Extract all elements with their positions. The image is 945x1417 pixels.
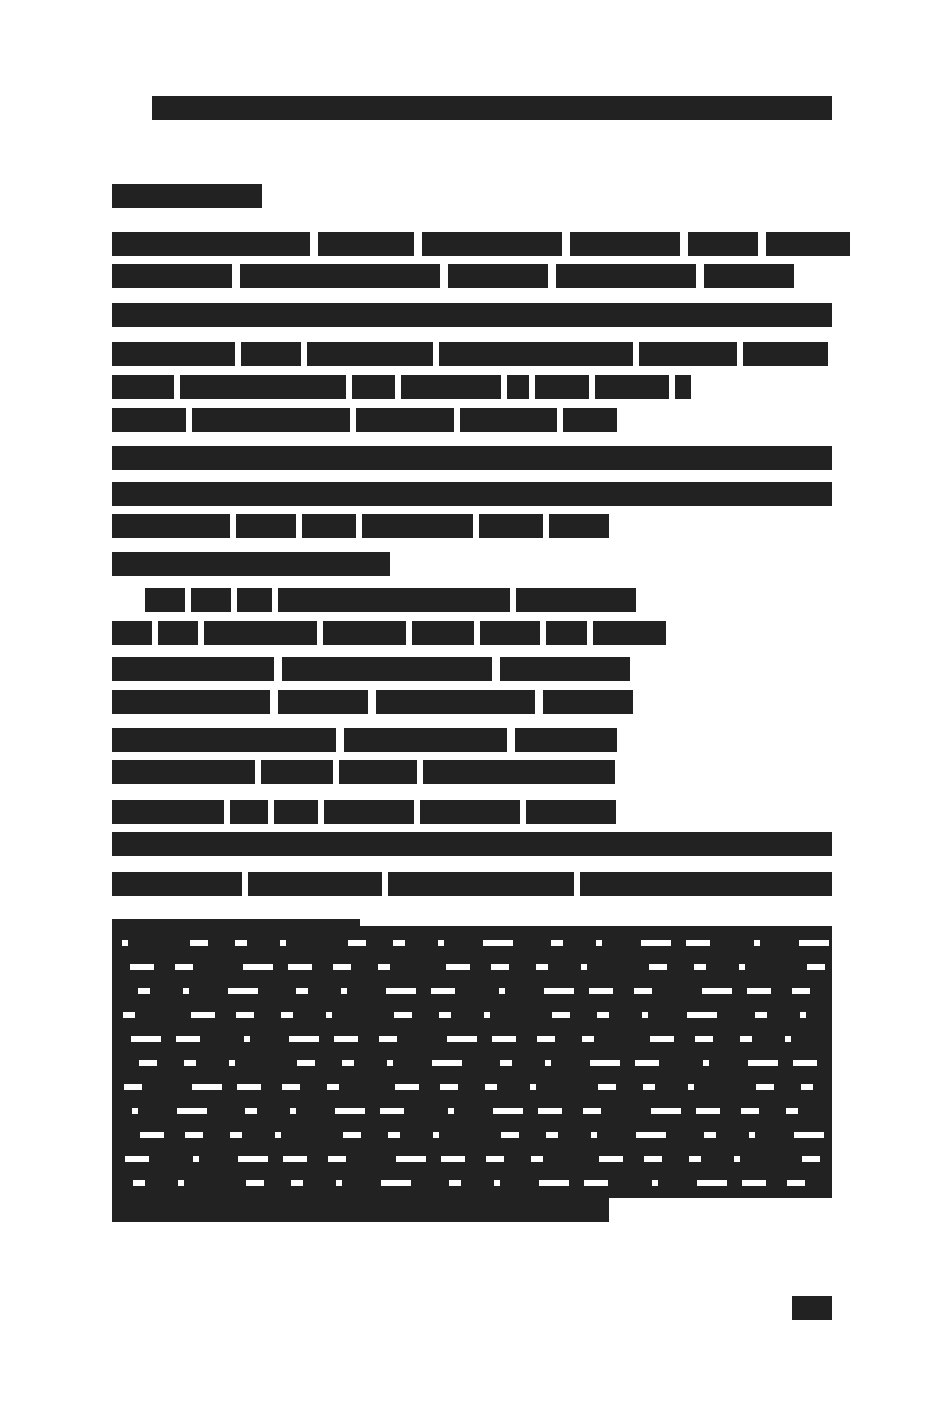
page-number: [792, 1296, 832, 1320]
footnote-gap: [192, 1084, 222, 1090]
footnote-gap: [499, 988, 505, 994]
word-block: [112, 728, 336, 752]
word-block: [516, 588, 636, 612]
footnote-gap: [123, 1012, 135, 1018]
footnote-gap: [381, 1180, 411, 1186]
word-block: [339, 760, 417, 784]
footnote-gap: [596, 940, 602, 946]
footnote-gap: [395, 1084, 419, 1090]
word-block: [543, 690, 633, 714]
footnote-gap: [589, 988, 613, 994]
footnote-gap: [139, 1060, 157, 1066]
footnote-gap: [636, 1132, 666, 1138]
footnote-gap: [228, 988, 258, 994]
word-gap: [270, 690, 278, 714]
word-block: [112, 482, 832, 506]
footnote-gap: [334, 1036, 358, 1042]
text-line: [112, 728, 617, 752]
word-block: [112, 232, 310, 256]
word-gap: [440, 264, 448, 288]
running-header: [152, 96, 832, 120]
word-gap: [232, 264, 240, 288]
footnote-gap: [492, 1036, 516, 1042]
word-block: [362, 514, 473, 538]
footnote-gap: [755, 1012, 767, 1018]
footnote-gap: [582, 1036, 594, 1042]
text-line: [112, 514, 609, 538]
word-gap: [680, 232, 688, 256]
footnote-gap: [246, 1180, 264, 1186]
footnote-gap: [245, 1108, 257, 1114]
word-block: [112, 408, 186, 432]
footnote-gap: [184, 1060, 196, 1066]
word-block: [546, 621, 587, 645]
footnote-gap: [122, 940, 128, 946]
footnote-gap: [635, 1060, 659, 1066]
footnote-gap: [652, 1180, 658, 1186]
footnote-gap: [237, 1084, 261, 1090]
footnote-separator-rule: [112, 919, 360, 926]
word-block: [688, 232, 758, 256]
word-block: [376, 690, 535, 714]
text-line: [112, 872, 832, 896]
footnote-gap: [348, 940, 366, 946]
footnote-gap: [380, 1108, 404, 1114]
footnote-gap: [185, 1132, 203, 1138]
word-gap: [562, 232, 570, 256]
footnote-gap: [538, 1108, 562, 1114]
text-line: [112, 232, 858, 256]
footnote-gap: [491, 964, 509, 970]
footnote-gap: [485, 1084, 497, 1090]
word-block: [248, 872, 382, 896]
footnote-gap: [694, 964, 706, 970]
footnote-gap: [439, 1012, 451, 1018]
footnote-gap: [431, 988, 455, 994]
word-block: [112, 832, 832, 856]
footnote-gap: [800, 1012, 806, 1018]
word-block: [282, 657, 492, 681]
footnote-gap: [176, 1036, 200, 1042]
footnote-gap: [280, 940, 286, 946]
word-block: [324, 800, 414, 824]
footnote-gap: [689, 1156, 701, 1162]
word-block: [423, 760, 615, 784]
footnote-gap: [446, 964, 470, 970]
word-gap: [310, 232, 318, 256]
text-line: [112, 800, 616, 824]
word-block: [743, 342, 828, 366]
text-line: [112, 264, 802, 288]
word-block: [422, 232, 562, 256]
footnote-gap: [552, 1012, 570, 1018]
footnote-gap: [438, 940, 444, 946]
footnote-gap: [138, 988, 150, 994]
footnote-gap: [749, 1132, 755, 1138]
footnote-gap: [787, 1180, 805, 1186]
footnote-gap: [686, 940, 710, 946]
word-block: [420, 800, 520, 824]
footnote-gap: [643, 1084, 655, 1090]
footnote-gap: [739, 964, 745, 970]
footnote-gap: [501, 1132, 519, 1138]
word-block: [479, 514, 543, 538]
footnote-gap: [433, 1132, 439, 1138]
footnote-gap: [546, 1132, 558, 1138]
word-block: [112, 514, 230, 538]
text-line: [112, 832, 832, 856]
word-block: [112, 375, 174, 399]
footnote-gap: [537, 1036, 555, 1042]
footnote-gap: [343, 1132, 361, 1138]
footnote-gap: [581, 964, 587, 970]
word-block: [230, 800, 268, 824]
text-line: [112, 408, 617, 432]
word-block: [274, 800, 318, 824]
word-block: [112, 657, 274, 681]
footnote-gap: [484, 1012, 490, 1018]
word-block: [439, 342, 633, 366]
footnote-gap: [649, 964, 667, 970]
footnote-gap: [696, 1108, 720, 1114]
footnote-gap: [792, 988, 810, 994]
word-block: [204, 621, 317, 645]
word-block: [236, 514, 296, 538]
footnote-gap: [396, 1156, 426, 1162]
word-block: [344, 728, 507, 752]
footnote-gap: [229, 1060, 235, 1066]
footnote-gap: [288, 964, 312, 970]
word-block: [556, 264, 696, 288]
footnote-gap: [230, 1132, 242, 1138]
word-block: [240, 264, 440, 288]
footnote-gap: [740, 1036, 752, 1042]
footnote-gap: [341, 988, 347, 994]
footnote-gap: [243, 964, 273, 970]
word-gap: [336, 728, 344, 752]
word-block: [112, 621, 152, 645]
word-block: [412, 621, 474, 645]
word-block: [595, 375, 669, 399]
word-block: [570, 232, 680, 256]
word-block: [278, 588, 510, 612]
footnote-gap: [133, 1180, 145, 1186]
footnote-gap: [238, 1156, 268, 1162]
footnote-gap: [651, 1108, 681, 1114]
footnote-gap: [799, 940, 829, 946]
heading-word-block: [112, 184, 262, 208]
footnote-gap: [388, 1132, 400, 1138]
footnote-gap: [440, 1084, 458, 1090]
footnote-gap: [236, 1012, 254, 1018]
word-block: [180, 375, 346, 399]
footnote-gap: [590, 1060, 620, 1066]
footnote-gap: [598, 1084, 616, 1090]
footnote-gap: [193, 1156, 199, 1162]
word-block: [158, 621, 198, 645]
footnote-gap: [599, 1156, 623, 1162]
footnote-gap: [447, 1036, 477, 1042]
word-block: [191, 588, 231, 612]
word-block: [278, 690, 368, 714]
footnote-gap: [530, 1084, 536, 1090]
word-block: [563, 408, 617, 432]
footnote-gap: [807, 964, 825, 970]
word-block: [388, 872, 574, 896]
word-block: [704, 264, 794, 288]
word-gap: [274, 657, 282, 681]
word-block: [112, 264, 232, 288]
footnote-gap: [283, 1156, 307, 1162]
footnote-gap: [583, 1108, 601, 1114]
footnote-gap: [641, 940, 671, 946]
footnote-gap: [754, 940, 760, 946]
word-gap: [696, 264, 704, 288]
footnote-gap: [333, 964, 351, 970]
word-block: [675, 375, 691, 399]
footnote-gap: [591, 1132, 597, 1138]
footnote-gap: [282, 1084, 300, 1090]
footnote-gap: [125, 1156, 149, 1162]
text-line: [112, 621, 666, 645]
footnote-gap: [291, 1180, 303, 1186]
text-line: [112, 690, 633, 714]
word-block: [112, 342, 235, 366]
word-block: [145, 588, 185, 612]
footnote-gap: [393, 940, 405, 946]
footnote-gap: [183, 988, 189, 994]
footnote-gap: [327, 1084, 339, 1090]
word-gap: [758, 232, 766, 256]
text-line: [112, 482, 832, 506]
footnote-gap: [703, 1060, 709, 1066]
footnote-gap: [131, 1036, 161, 1042]
footnote-gap: [793, 1060, 817, 1066]
text-line: [112, 342, 828, 366]
footnote-gap: [531, 1156, 543, 1162]
footnote-gap: [132, 1108, 138, 1114]
word-block: [192, 408, 350, 432]
footnote-gap: [494, 1180, 500, 1186]
footnote-gap: [741, 1108, 759, 1114]
footnote-gap: [597, 1012, 609, 1018]
word-block: [356, 408, 454, 432]
footnote-gap: [734, 1156, 740, 1162]
word-block: [352, 375, 395, 399]
text-line: [112, 760, 615, 784]
footnote-gap: [551, 940, 563, 946]
footnote-gap: [190, 940, 208, 946]
word-block: [549, 514, 609, 538]
word-block: [460, 408, 557, 432]
word-gap: [548, 264, 556, 288]
word-block: [112, 800, 224, 824]
text-line: [112, 446, 832, 470]
footnote-gap: [448, 1108, 454, 1114]
word-block: [112, 446, 832, 470]
text-line: [145, 588, 636, 612]
word-block: [112, 872, 242, 896]
text-line: [112, 552, 390, 576]
footnote-gap: [500, 1060, 512, 1066]
footnote-gap: [483, 940, 513, 946]
footnote-gap: [756, 1084, 774, 1090]
footnote-gap: [536, 964, 548, 970]
footnote-gap: [695, 1036, 713, 1042]
word-block: [500, 657, 630, 681]
footnote-gap: [175, 964, 193, 970]
word-block: [526, 800, 616, 824]
footnote-gap: [584, 1180, 608, 1186]
footnote-gap: [747, 988, 771, 994]
word-block: [241, 342, 301, 366]
footnote-gap: [178, 1180, 184, 1186]
word-block: [112, 760, 255, 784]
footnote-gap: [290, 1108, 296, 1114]
footnote-gap: [244, 1036, 250, 1042]
footnote-gap: [634, 988, 652, 994]
footnote-gap: [650, 1036, 674, 1042]
word-block: [639, 342, 737, 366]
word-block: [580, 872, 832, 896]
footnote-gap: [296, 988, 308, 994]
footnote-gap: [486, 1156, 504, 1162]
footnote-gap: [702, 988, 732, 994]
footnote-gap: [326, 1012, 332, 1018]
footnote-gap: [235, 940, 247, 946]
footnote-gap: [394, 1012, 412, 1018]
word-gap: [492, 657, 500, 681]
footnote-gap: [802, 1156, 820, 1162]
footnote-gap: [449, 1180, 461, 1186]
word-block: [401, 375, 501, 399]
footnote-gap: [130, 964, 154, 970]
footnote-gap: [545, 1060, 551, 1066]
footnote-gap: [785, 1036, 791, 1042]
footnote-gap: [742, 1180, 766, 1186]
footnote-gap: [140, 1132, 164, 1138]
word-gap: [414, 232, 422, 256]
footnote-gap: [794, 1132, 824, 1138]
word-block: [593, 621, 666, 645]
footnote-gap: [493, 1108, 523, 1114]
word-block: [480, 621, 540, 645]
word-gap: [507, 728, 515, 752]
word-block: [307, 342, 433, 366]
footnote-text: [112, 926, 832, 1198]
footnote-gap: [335, 1108, 365, 1114]
text-line: [112, 375, 691, 399]
text-line: [112, 303, 832, 327]
footnote-last-line: [112, 1198, 609, 1222]
text-line: [112, 657, 630, 681]
word-block: [261, 760, 333, 784]
footnote-gap: [786, 1108, 798, 1114]
section-heading-introduction: [112, 184, 262, 208]
footnote-gap: [387, 1060, 393, 1066]
word-block: [237, 588, 272, 612]
footnote-gap: [124, 1084, 142, 1090]
footnote-gap: [177, 1108, 207, 1114]
word-block: [318, 232, 414, 256]
footnote-gap: [281, 1012, 293, 1018]
footnote-gap: [275, 1132, 281, 1138]
word-block: [535, 375, 589, 399]
footnote-gap: [328, 1156, 346, 1162]
word-gap: [368, 690, 376, 714]
footnote-gap: [191, 1012, 215, 1018]
word-block: [302, 514, 356, 538]
word-block: [112, 552, 390, 576]
footnote-gap: [801, 1084, 813, 1090]
word-block: [515, 728, 617, 752]
word-block: [112, 303, 832, 327]
footnote-gap: [336, 1180, 342, 1186]
footnote-gap: [644, 1156, 662, 1162]
word-block: [507, 375, 529, 399]
footnote-gap: [704, 1132, 716, 1138]
footnote-gap: [688, 1084, 694, 1090]
footnote-gap: [539, 1180, 569, 1186]
footnote-gap: [544, 988, 574, 994]
footnote-gap: [379, 1036, 397, 1042]
word-block: [112, 690, 270, 714]
footnote-gap: [289, 1036, 319, 1042]
word-gap: [535, 690, 543, 714]
footnote-gap: [342, 1060, 354, 1066]
footnote-gap: [386, 988, 416, 994]
footnote-gap: [697, 1180, 727, 1186]
footnote-gap: [687, 1012, 717, 1018]
footnote-gap: [642, 1012, 648, 1018]
word-block: [323, 621, 406, 645]
footnote-gap: [748, 1060, 778, 1066]
footnote-gap: [441, 1156, 465, 1162]
footnote-gap: [432, 1060, 462, 1066]
footnote-gap: [297, 1060, 315, 1066]
word-gap: [850, 232, 858, 256]
word-gap: [794, 264, 802, 288]
word-block: [766, 232, 850, 256]
footnote-gap: [378, 964, 390, 970]
word-block: [448, 264, 548, 288]
